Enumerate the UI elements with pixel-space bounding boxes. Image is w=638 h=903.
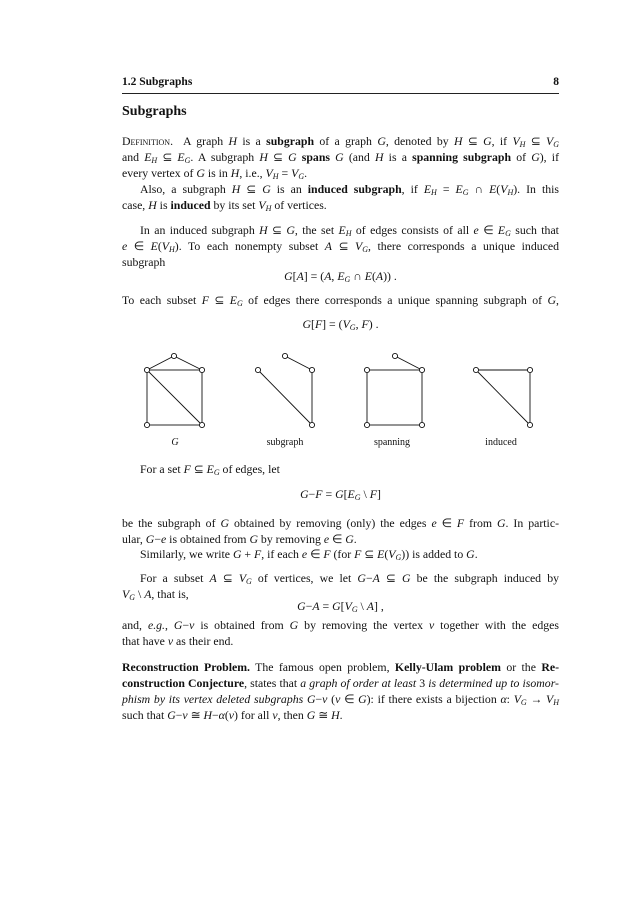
figure-label-spanning: spanning [373,437,411,448]
graph-G [144,353,204,427]
text-line: construction Conjecture, states that a graph of order at least 3 is determined up to isomor- [122,676,559,690]
section-title: Subgraphs [122,104,187,119]
text-line: phism by its vertex deleted subgraphs G−v (v ∈ G): if there exists a bijection α: $V_G \to V_H$ [122,692,559,707]
text-line: In an induced subgraph H ⊆ G, the set $E_H$ of edges consists of all e ∈ $E_G$ such that [140,223,559,238]
text-line: subgraph [122,255,166,269]
text-line: $V_G$ \ A, that is, [122,587,189,602]
text-line: For a subset A ⊆ $V_G$ of vertices, we let G−A ⊆ G be the subgraph induced by [140,571,559,586]
equation-remove-vertices: $G-A = G[V_G$ \ A] , [297,599,384,614]
text-line: Similarly, we write G + F, if each e ∈ F (for F ⊆ $E(V_G)$) is added to G. [140,547,478,562]
graph-spanning [364,353,424,427]
header-rule [122,93,559,94]
running-header [122,76,559,94]
figure-label-G: G [171,437,179,448]
header-section: 1.2 Subgraphs [122,76,193,88]
equation-spanning: $G[F] = (V_G$, F) . [302,317,379,332]
text-line: be the subgraph of G obtained by removing (only) the edges e ∈ F from G. In partic- [122,516,559,530]
graph-subgraph [255,353,314,427]
text-line: For a set F ⊆ $E_G$ of edges, let [140,462,280,477]
text-line: Definition. A graph H is a subgraph of a graph G, denoted by H ⊆ G, if $V_H$ ⊆ $V_G$ [122,134,560,149]
text-line: and $E_H$ ⊆ $E_G$. A subgraph H ⊆ G spans G (and H is a spanning subgraph of G), if [122,150,559,165]
graph-induced [473,367,532,427]
text-line: To each subset F ⊆ $E_G$ of edges there corresponds a unique spanning subgraph of G, [122,293,559,308]
text-line: such that G−v ≅ H−α(v) for all v, then G ≅ H. [122,708,343,722]
text-line: ular, G−e is obtained from G by removing e ∈ G. [122,532,357,546]
text-line: that have v as their end. [122,634,234,648]
header-page-number: 8 [553,76,559,88]
figure-label-induced: induced [485,437,517,448]
text-line: every vertex of G is in H, i.e., $V_H = V_G$. [122,166,308,181]
text-line: case, H is induced by its set $V_H$ of vertices. [122,198,327,213]
text-line: Also, a subgraph H ⊆ G is an induced subgraph, if $E_H = E_G$ ∩ $E(V_H)$. In this [140,182,559,197]
figure-label-subgraph: subgraph [266,437,304,448]
text-line: and, e.g., G−v is obtained from G by removing the vertex v together with the edges [122,618,559,632]
equation-induced: G[A] = (A, $E_G$ ∩ E(A)) . [284,269,397,284]
equation-remove-edges: $G-F = G[E_G$ \ F] [300,487,381,502]
text-line: e ∈ $E(V_H)$. To each nonempty subset A ⊆ $V_G$, there corresponds a unique induced [122,239,559,254]
text-line: Reconstruction Problem. The famous open problem, Kelly-Ulam problem or the Re- [122,660,559,674]
